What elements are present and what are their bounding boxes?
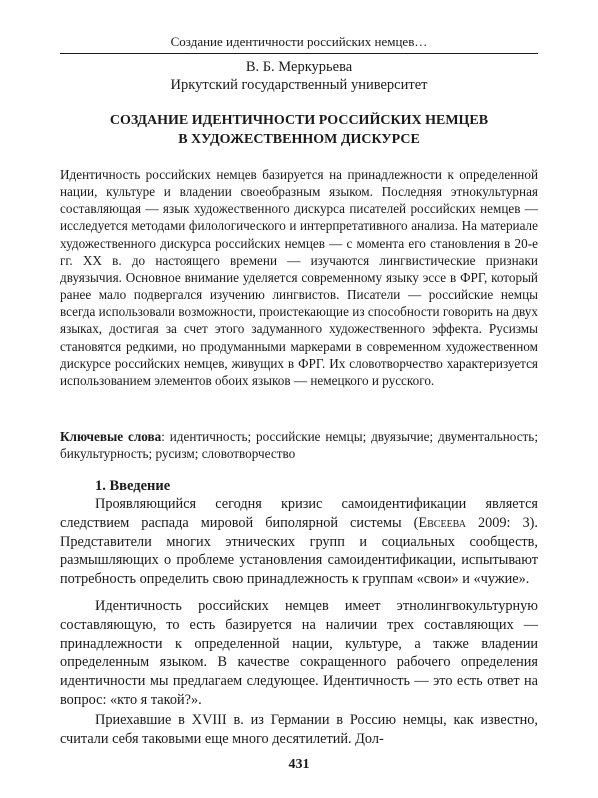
author-name: В. Б. Меркурьева bbox=[245, 59, 353, 75]
article-title bbox=[60, 111, 538, 149]
para1-text-a: Проявляющийся сегодня кризис самоидентификации является следствием распада мировой биполярной системы ( bbox=[60, 496, 538, 531]
citation-author: Евсеева bbox=[418, 514, 466, 531]
body-paragraph-2: Идентичность российских немцев имеет этнолингвокультурную составляющую, то есть базируется на наличии трех составляющих — принадлежности к определенной нации, культуре, а также владении определенным языком. В качестве сокращенного рабочего определения идентичности мы предлагаем следующее. Идентичность — это есть ответ на вопрос: «кто я такой?». bbox=[60, 598, 538, 708]
keywords-text: : идентичность; российские немцы; двуязычие; двументальность; бикультурность; русизм; словотворчество bbox=[60, 429, 538, 462]
abstract: Идентичность российских немцев базируется на принадлежности к определенной нации, культуре и владении своеобразным языком. Последняя этнокультурная составляющая — язык художественного дискурса писателей российских немцев — исследуется методами филологического и интерпретативного анализа. На материале художественного дискурса российских немцев — с момента его становления в 20-е гг. XX в. до настоящего времени — изучаются лингвистические признаки двуязычия. Основное внимание уделяется современному языку эссе в ФРГ, который ранее мало подвергался изучению лингвистов. Писатели — российские немцы всегда использовали возможности, проистекающие из способности говорить на двух языках, достигая за счет этого задуманного художественного эффекта. Русизмы становятся редкими, но продуманными маркерами в современном художественном дискурсе российских немцев, живущих в ФРГ. Их словотворчество характеризуется использованием элементов обоих языков — немецкого и русского. bbox=[60, 167, 538, 388]
body-paragraph-3: Приехавшие в XVIII в. из Германии в Россию немцы, как известно, считали себя таковыми еще много десятилетий. Дол- bbox=[60, 712, 538, 747]
section-heading: 1. Введение bbox=[95, 478, 171, 494]
author-affiliation: Иркутский государственный университет bbox=[170, 77, 428, 93]
body-paragraph-1 bbox=[60, 495, 538, 589]
para1-text-b: 2009: 3). Представители многих этнических групп и социальных сообществ, размышляющих о проблеме установления самоидентификации, испытывают потребность определить свою принадлежность к группам «свои» и «чужие». bbox=[60, 514, 538, 588]
running-head: Создание идентичности российских немцев… bbox=[170, 34, 428, 49]
keywords-label: Ключевые слова bbox=[60, 429, 162, 444]
article-title-line-2: В ХУДОЖЕСТВЕННОМ ДИСКУРСЕ bbox=[178, 132, 420, 147]
keywords bbox=[60, 428, 538, 462]
header-rule bbox=[60, 53, 538, 54]
page-number: 431 bbox=[288, 757, 310, 772]
article-title-line-1: СОЗДАНИЕ ИДЕНТИЧНОСТИ РОССИЙСКИХ НЕМЦЕВ bbox=[109, 113, 489, 128]
